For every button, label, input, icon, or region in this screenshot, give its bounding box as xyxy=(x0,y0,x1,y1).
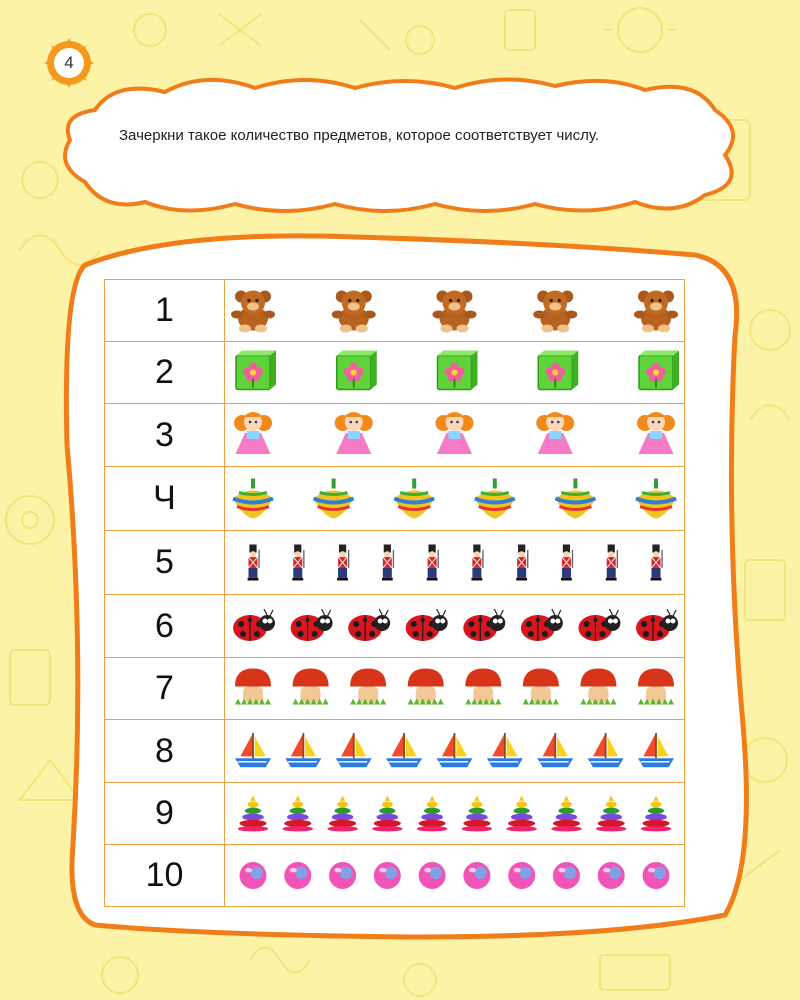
row-number: 5 xyxy=(105,531,225,595)
table-row xyxy=(105,404,685,467)
table-row xyxy=(105,595,685,658)
row-number: 3 xyxy=(105,404,225,467)
toy-soldier-icon[interactable] xyxy=(651,545,663,581)
row-number: Ч xyxy=(105,467,225,531)
picture-cell[interactable] xyxy=(225,280,685,342)
mushroom-icon[interactable] xyxy=(638,669,674,705)
counting-table xyxy=(104,279,685,907)
ladybug-icon[interactable] xyxy=(521,609,563,641)
flower-cube-icon[interactable] xyxy=(639,351,679,390)
table-row xyxy=(105,280,685,342)
pictures-strip xyxy=(225,720,684,782)
toy-soldier-icon[interactable] xyxy=(471,545,483,581)
pictures-strip xyxy=(225,342,684,403)
doll-icon[interactable] xyxy=(335,412,373,455)
picture-cell[interactable] xyxy=(225,720,685,783)
pictures-strip xyxy=(225,658,684,719)
flower-cube-icon[interactable] xyxy=(538,351,578,390)
toy-soldier-icon[interactable] xyxy=(248,545,260,581)
toy-soldier-icon[interactable] xyxy=(382,545,394,581)
table-row xyxy=(105,783,685,845)
row-number: 8 xyxy=(105,720,225,783)
toy-boat-icon[interactable] xyxy=(235,733,271,767)
stacking-rings-icon[interactable] xyxy=(462,796,493,832)
ball-icon[interactable] xyxy=(329,862,356,889)
ladybug-icon[interactable] xyxy=(636,609,678,641)
ball-icon[interactable] xyxy=(553,862,580,889)
toy-boat-icon[interactable] xyxy=(386,733,422,767)
ball-icon[interactable] xyxy=(284,862,311,889)
toy-boat-icon[interactable] xyxy=(285,733,321,767)
toy-boat-icon[interactable] xyxy=(336,733,372,767)
stacking-rings-icon[interactable] xyxy=(372,796,403,832)
picture-cell[interactable] xyxy=(225,467,685,531)
flower-cube-icon[interactable] xyxy=(337,351,377,390)
picture-cell[interactable] xyxy=(225,342,685,404)
picture-cell[interactable] xyxy=(225,783,685,845)
table-row xyxy=(105,531,685,595)
spinning-top-icon[interactable] xyxy=(394,479,434,519)
toy-soldier-icon[interactable] xyxy=(516,545,528,581)
stacking-rings-icon[interactable] xyxy=(327,796,358,832)
picture-cell[interactable] xyxy=(225,595,685,658)
toy-soldier-icon[interactable] xyxy=(561,545,573,581)
spinning-top-icon[interactable] xyxy=(314,479,354,519)
ball-icon[interactable] xyxy=(240,862,267,889)
table-row xyxy=(105,658,685,720)
pictures-strip xyxy=(225,783,684,844)
toy-boat-icon[interactable] xyxy=(487,733,523,767)
row-number: 6 xyxy=(105,595,225,658)
spinning-top-icon[interactable] xyxy=(555,479,595,519)
mushroom-icon[interactable] xyxy=(350,669,386,705)
mushroom-icon[interactable] xyxy=(235,669,271,705)
pictures-strip xyxy=(225,467,684,530)
spinning-top-icon[interactable] xyxy=(475,479,515,519)
mushroom-icon[interactable] xyxy=(523,669,559,705)
picture-cell[interactable] xyxy=(225,658,685,720)
row-number: 10 xyxy=(105,845,225,907)
ball-icon[interactable] xyxy=(598,862,625,889)
table-row xyxy=(105,720,685,783)
flower-cube-icon[interactable] xyxy=(236,351,276,390)
ladybug-icon[interactable] xyxy=(348,609,390,641)
ball-icon[interactable] xyxy=(463,862,490,889)
ladybug-icon[interactable] xyxy=(578,609,620,641)
mushroom-icon[interactable] xyxy=(465,669,501,705)
pictures-strip xyxy=(225,845,684,906)
toy-boat-icon[interactable] xyxy=(437,733,473,767)
ball-icon[interactable] xyxy=(508,862,535,889)
picture-cell[interactable] xyxy=(225,531,685,595)
picture-cell[interactable] xyxy=(225,404,685,467)
pictures-strip xyxy=(225,595,684,657)
mushroom-icon[interactable] xyxy=(580,669,616,705)
doll-icon[interactable] xyxy=(536,412,574,455)
teddy-bear-icon[interactable] xyxy=(634,291,678,333)
toy-boat-icon[interactable] xyxy=(638,733,674,767)
ladybug-icon[interactable] xyxy=(463,609,505,641)
pictures-strip xyxy=(225,531,684,594)
doll-icon[interactable] xyxy=(436,412,474,455)
stacking-rings-icon[interactable] xyxy=(506,796,537,832)
mushroom-icon[interactable] xyxy=(293,669,329,705)
teddy-bear-icon[interactable] xyxy=(332,291,376,333)
ladybug-icon[interactable] xyxy=(406,609,448,641)
page-number: 4 xyxy=(64,53,74,72)
mushroom-icon[interactable] xyxy=(408,669,444,705)
spinning-top-icon[interactable] xyxy=(233,479,273,519)
pictures-strip xyxy=(225,404,684,466)
stacking-rings-icon[interactable] xyxy=(282,796,313,832)
table-row xyxy=(105,342,685,404)
row-number: 1 xyxy=(105,280,225,342)
ladybug-icon[interactable] xyxy=(291,609,333,641)
ball-icon[interactable] xyxy=(374,862,401,889)
stacking-rings-icon[interactable] xyxy=(596,796,627,832)
ladybug-icon[interactable] xyxy=(233,609,275,641)
stacking-rings-icon[interactable] xyxy=(551,796,582,832)
toy-boat-icon[interactable] xyxy=(537,733,573,767)
row-number: 2 xyxy=(105,342,225,404)
ball-icon[interactable] xyxy=(419,862,446,889)
row-number: 7 xyxy=(105,658,225,720)
stacking-rings-icon[interactable] xyxy=(238,796,269,832)
spinning-top-icon[interactable] xyxy=(636,479,676,519)
table-row xyxy=(105,467,685,531)
stacking-rings-icon[interactable] xyxy=(417,796,448,832)
doll-icon[interactable] xyxy=(637,412,675,455)
pictures-strip xyxy=(225,280,684,341)
teddy-bear-icon[interactable] xyxy=(433,291,477,333)
toy-soldier-icon[interactable] xyxy=(427,545,439,581)
table-row xyxy=(105,845,685,907)
teddy-bear-icon[interactable] xyxy=(533,291,577,333)
toy-boat-icon[interactable] xyxy=(588,733,624,767)
stacking-rings-icon[interactable] xyxy=(641,796,672,832)
ball-icon[interactable] xyxy=(643,862,670,889)
toy-soldier-icon[interactable] xyxy=(606,545,618,581)
picture-cell[interactable] xyxy=(225,845,685,907)
toy-soldier-icon[interactable] xyxy=(337,545,349,581)
teddy-bear-icon[interactable] xyxy=(231,291,275,333)
doll-icon[interactable] xyxy=(234,412,272,455)
flower-cube-icon[interactable] xyxy=(438,351,478,390)
toy-soldier-icon[interactable] xyxy=(292,545,304,581)
instruction-text: Зачеркни такое количество предметов, которое соответствует числу. xyxy=(119,127,600,144)
row-number: 9 xyxy=(105,783,225,845)
